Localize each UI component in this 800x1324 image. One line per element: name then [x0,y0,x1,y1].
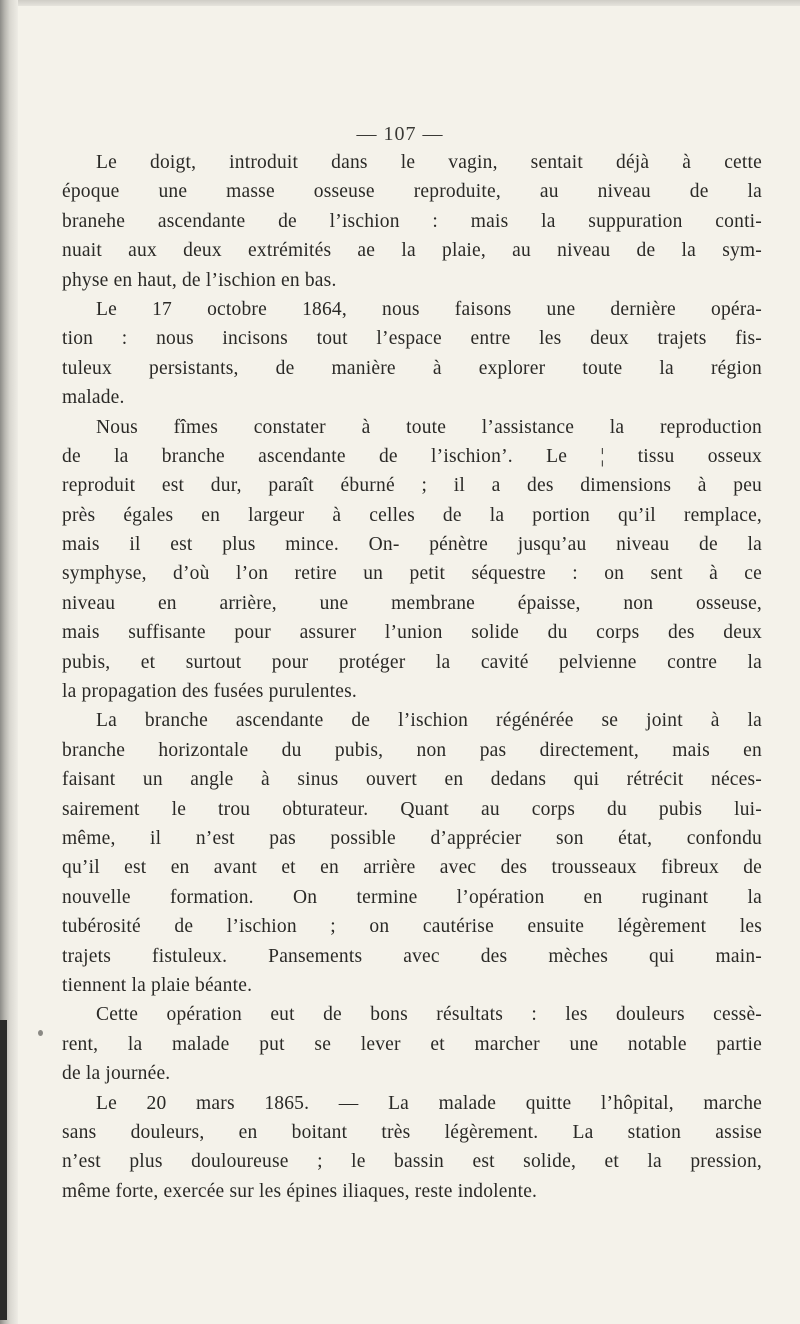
text-line: nuait aux deux extrémités ae la plaie, au niveau de la sym- [62,240,762,262]
binding-mark [0,1020,7,1320]
text-line: reproduit est dur, paraît éburné ; il a des dimensions à peu [62,475,762,497]
text-line: Le 20 mars 1865. — La malade quitte l’hôpital, marche [96,1092,762,1114]
text-line: tion : nous incisons tout l’espace entre les deux trajets fis- [62,328,762,350]
text-line: mais il est plus mince. On- pénètre jusqu’au niveau de la [62,534,762,556]
text-line: branche horizontale du pubis, non pas directement, mais en [62,739,762,761]
text-line: la propagation des fusées purulentes. [62,681,357,703]
text-line: près égales en largeur à celles de la portion qu’il remplace, [62,504,762,526]
text-line: rent, la malade put se lever et marcher une notable partie [62,1033,762,1055]
page-number: — 107 — [356,123,444,145]
body-text [62,148,762,1206]
text-line: Le 17 octobre 1864, nous faisons une dernière opéra- [96,298,762,320]
text-line: de la branche ascendante de l’ischion’. Le ¦ tissu osseux [62,445,762,467]
text-line: sairement le trou obturateur. Quant au corps du pubis lui- [62,798,762,820]
text-line: tubérosité de l’ischion ; on cautérise ensuite légèrement les [62,916,762,938]
text-line: nouvelle formation. On termine l’opération en ruginant la [62,886,762,908]
text-line: même, il n’est pas possible d’apprécier son état, confondu [62,827,762,849]
text-line: faisant un angle à sinus ouvert en dedans qui rétrécit néces- [62,769,762,791]
text-line: n’est plus douloureuse ; le bassin est solide, et la pression, [62,1151,762,1173]
text-line: symphyse, d’où l’on retire un petit séquestre : on sent à ce [62,563,762,585]
text-line: tiennent la plaie béante. [62,974,253,996]
text-line: qu’il est en avant et en arrière avec des trousseaux fibreux de [62,857,762,879]
text-line: La branche ascendante de l’ischion régénérée se joint à la [96,710,762,732]
text-line: physe en haut, de l’ischion en bas. [62,269,337,291]
text-line: pubis, et surtout pour protéger la cavité pelvienne contre la [62,651,762,673]
paper-speck [38,1030,43,1036]
text-line: malade. [62,387,125,409]
page-top-edge [0,0,800,6]
text-line: niveau en arrière, une membrane épaisse, non osseuse, [62,592,762,614]
text-line: époque une masse osseuse reproduite, au niveau de la [62,181,762,203]
text-line: même forte, exercée sur les épines iliaques, reste indolente. [62,1180,538,1202]
text-line: trajets fistuleux. Pansements avec des mèches qui main- [62,945,762,967]
text-line: branehe ascendante de l’ischion : mais la suppuration conti- [62,210,762,232]
text-line: sans douleurs, en boitant très légèrement. La station assise [62,1121,762,1143]
text-line: de la journée. [62,1063,171,1085]
text-line: mais suffisante pour assurer l’union solide du corps des deux [62,622,762,644]
text-line: tuleux persistants, de manière à explorer toute la région [62,357,762,379]
text-line: Le doigt, introduit dans le vagin, sentait déjà à cette [96,152,762,173]
text-line: Cette opération eut de bons résultats : les douleurs cessè- [96,1004,762,1026]
text-line: Nous fîmes constater à toute l’assistance la reproduction [96,416,762,438]
